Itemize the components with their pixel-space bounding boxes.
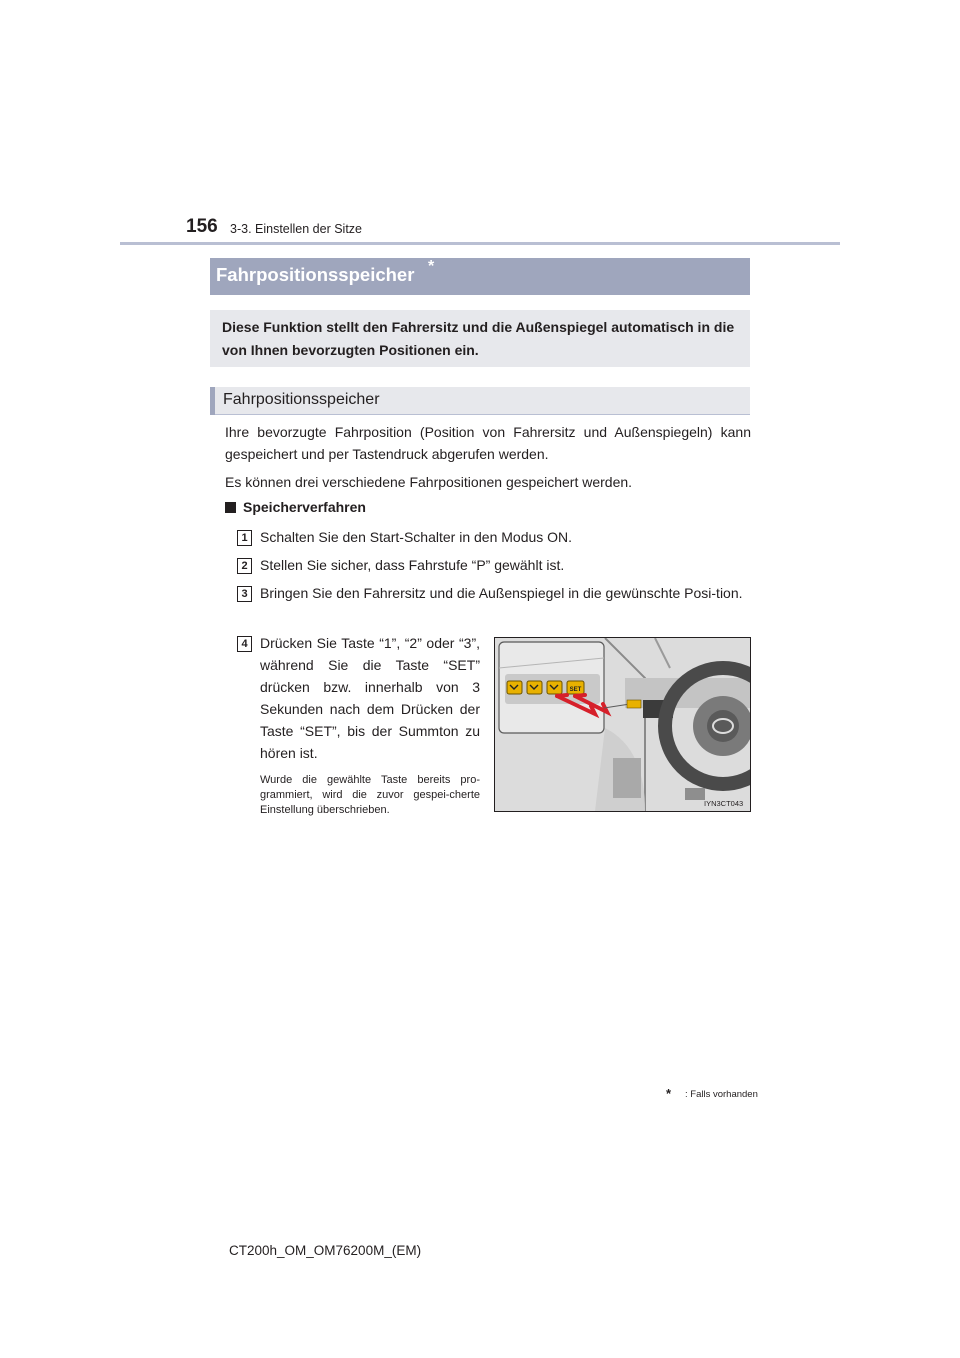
page-title: Fahrpositionsspeicher bbox=[216, 264, 415, 285]
step-number: 1 bbox=[237, 530, 252, 546]
title-asterisk: * bbox=[428, 258, 435, 275]
step-number: 3 bbox=[237, 586, 252, 602]
step-text: Drücken Sie Taste “1”, “2” oder “3”, während Sie die Taste “SET” drücken bzw. innerhalb von 3 Sekunden nach dem Drücken der Taste “SET”, bis der Summton zu hören ist. bbox=[260, 635, 480, 761]
footnote: : Falls vorhanden bbox=[685, 1089, 758, 1100]
header-divider bbox=[120, 242, 840, 245]
procedure-heading-text: Speicherverfahren bbox=[243, 499, 366, 515]
step-note: Wurde die gewählte Taste bereits pro-grammiert, wird die zuvor gespei-cherte Einstellung überschrieben. bbox=[260, 774, 480, 816]
page-number: 156 bbox=[186, 216, 218, 237]
square-bullet-icon bbox=[225, 502, 236, 513]
step-text: Stellen Sie sicher, dass Fahrstufe “P” gewählt ist. bbox=[260, 557, 565, 573]
illustration-code: IYN3CT043 bbox=[704, 799, 744, 808]
step-number: 2 bbox=[237, 558, 252, 574]
subheading: Fahrpositionsspeicher bbox=[223, 391, 380, 408]
subheading-accent bbox=[210, 387, 215, 415]
intro-text: Diese Funktion stellt den Fahrersitz und die Außenspiegel automatisch in die von Ihnen bevorzugten Positionen ein. bbox=[222, 319, 735, 358]
document-code: CT200h_OM_OM76200M_(EM) bbox=[229, 1243, 422, 1258]
section-reference: 3-3. Einstellen der Sitze bbox=[230, 222, 363, 236]
step-number: 4 bbox=[237, 636, 252, 652]
memory-button-2 bbox=[527, 681, 542, 694]
memory-buttons-illustration bbox=[494, 637, 751, 812]
memory-button-1 bbox=[507, 681, 522, 694]
svg-text:SET: SET bbox=[569, 687, 582, 693]
memory-button-3 bbox=[547, 681, 562, 694]
procedure-heading bbox=[225, 499, 366, 515]
paragraph: Es können drei verschiedene Fahrpositionen gespeichert werden. bbox=[225, 474, 633, 490]
paragraph: Ihre bevorzugte Fahrposition (Position von Fahrersitz und Außenspiegeln) kann gespeichert und per Tastendruck abgerufen werden. bbox=[225, 424, 751, 462]
car-interior-drawing bbox=[495, 638, 750, 811]
step-text: Schalten Sie den Start-Schalter in den Modus ON. bbox=[260, 529, 573, 545]
step-text: Bringen Sie den Fahrersitz und die Außenspiegel in die gewünschte Posi-tion. bbox=[260, 585, 743, 601]
footnote-asterisk: * bbox=[666, 1086, 672, 1101]
